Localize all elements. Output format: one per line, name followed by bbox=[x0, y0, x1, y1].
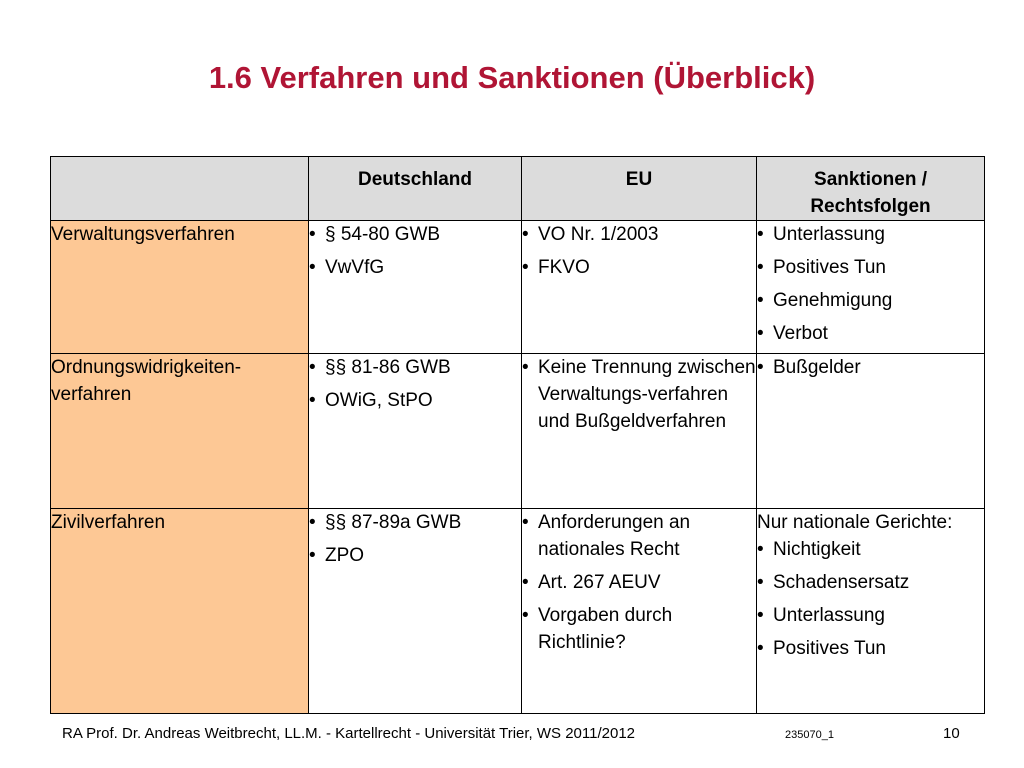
bullet-text: Nichtigkeit bbox=[773, 539, 861, 560]
bullet-item bbox=[757, 635, 984, 662]
table-row bbox=[51, 509, 985, 714]
bullet-item bbox=[522, 602, 756, 656]
bullet-item bbox=[309, 509, 521, 536]
bullet-dot: • bbox=[309, 512, 316, 533]
bullet-dot: • bbox=[757, 605, 764, 626]
bullet-dot: • bbox=[757, 323, 764, 344]
row-label-line: Zivilverfahren bbox=[51, 512, 166, 533]
sanktionen-intro: Nur nationale Gerichte: bbox=[757, 512, 953, 533]
cell-deutschland bbox=[309, 509, 522, 714]
bullet-text: Verbot bbox=[773, 323, 828, 344]
bullet-dot: • bbox=[522, 357, 529, 378]
bullet-dot: • bbox=[522, 572, 529, 593]
bullet-text: VwVfG bbox=[325, 257, 385, 278]
cell-eu bbox=[522, 221, 757, 354]
bullet-item bbox=[309, 387, 521, 414]
bullet-text: Anforderungen an nationales Recht bbox=[538, 512, 691, 560]
row-label-line: verfahren bbox=[51, 384, 132, 405]
bullet-dot: • bbox=[757, 357, 764, 378]
overview-table bbox=[50, 156, 985, 714]
bullet-item bbox=[309, 221, 521, 248]
bullet-dot: • bbox=[309, 390, 316, 411]
bullet-item bbox=[757, 221, 984, 248]
row-label bbox=[51, 221, 309, 354]
row-label bbox=[51, 354, 309, 509]
page-number: 10 bbox=[943, 725, 960, 742]
bullet-text: Positives Tun bbox=[773, 638, 886, 659]
bullet-dot: • bbox=[309, 224, 316, 245]
row-label bbox=[51, 509, 309, 714]
cell-deutschland bbox=[309, 221, 522, 354]
bullet-text: Unterlassung bbox=[773, 605, 885, 626]
cell-deutschland bbox=[309, 354, 522, 509]
bullet-text: Bußgelder bbox=[773, 357, 861, 378]
bullet-dot: • bbox=[757, 257, 764, 278]
bullet-dot: • bbox=[757, 572, 764, 593]
row-label-line: Verwaltungsverfahren bbox=[51, 224, 235, 245]
bullet-dot: • bbox=[757, 539, 764, 560]
bullet-text: § 54-80 GWB bbox=[325, 224, 441, 245]
header-sanktionen bbox=[757, 157, 985, 221]
bullet-item bbox=[309, 254, 521, 281]
footer-code: 235070_1 bbox=[785, 729, 834, 741]
bullet-dot: • bbox=[757, 290, 764, 311]
slide-title: 1.6 Verfahren und Sanktionen (Überblick) bbox=[208, 60, 816, 95]
bullet-item bbox=[757, 354, 984, 381]
bullet-text: Positives Tun bbox=[773, 257, 886, 278]
footer bbox=[0, 725, 1024, 745]
bullet-dot: • bbox=[309, 545, 316, 566]
bullet-item bbox=[522, 569, 756, 596]
bullet-text: Art. 267 AEUV bbox=[538, 572, 661, 593]
bullet-dot: • bbox=[309, 257, 316, 278]
header-sanktionen-line2: Rechtsfolgen bbox=[810, 196, 931, 217]
bullet-dot: • bbox=[522, 257, 529, 278]
bullet-item bbox=[522, 221, 756, 248]
table-row bbox=[51, 354, 985, 509]
row-label-line: Ordnungswidrigkeiten- bbox=[51, 357, 242, 378]
bullet-item bbox=[522, 254, 756, 281]
bullet-text: Keine Trennung zwischen Verwaltungs-verfahren und Bußgeldverfahren bbox=[538, 357, 756, 432]
bullet-dot: • bbox=[757, 638, 764, 659]
bullet-text: OWiG, StPO bbox=[325, 390, 433, 411]
cell-eu bbox=[522, 354, 757, 509]
cell-sanktionen bbox=[757, 221, 985, 354]
footer-author: RA Prof. Dr. Andreas Weitbrecht, LL.M. - Kartellrecht - Universität Trier, WS 2011/2012 bbox=[62, 725, 636, 742]
bullet-text: FKVO bbox=[538, 257, 590, 278]
bullet-item bbox=[757, 254, 984, 281]
bullet-text: Schadensersatz bbox=[773, 572, 910, 593]
header-deutschland: Deutschland bbox=[309, 157, 522, 221]
bullet-text: §§ 81-86 GWB bbox=[325, 357, 451, 378]
bullet-dot: • bbox=[757, 224, 764, 245]
bullet-item bbox=[757, 602, 984, 629]
table-row bbox=[51, 221, 985, 354]
bullet-item bbox=[522, 354, 756, 435]
bullet-item bbox=[309, 542, 521, 569]
header-sanktionen-line1: Sanktionen / bbox=[814, 169, 927, 190]
bullet-dot: • bbox=[522, 605, 529, 626]
cell-eu bbox=[522, 509, 757, 714]
bullet-text: Genehmigung bbox=[773, 290, 893, 311]
bullet-item bbox=[309, 354, 521, 381]
header-blank bbox=[51, 157, 309, 221]
bullet-dot: • bbox=[522, 224, 529, 245]
bullet-dot: • bbox=[522, 512, 529, 533]
bullet-item bbox=[757, 320, 984, 347]
bullet-text: VO Nr. 1/2003 bbox=[538, 224, 659, 245]
table-header-row bbox=[51, 157, 985, 221]
cell-sanktionen bbox=[757, 509, 985, 714]
cell-sanktionen bbox=[757, 354, 985, 509]
bullet-text: §§ 87-89a GWB bbox=[325, 512, 462, 533]
bullet-item bbox=[757, 287, 984, 314]
bullet-dot: • bbox=[309, 357, 316, 378]
bullet-text: Unterlassung bbox=[773, 224, 885, 245]
bullet-text: ZPO bbox=[325, 545, 365, 566]
bullet-text: Vorgaben durch Richtlinie? bbox=[538, 605, 673, 653]
bullet-item bbox=[757, 536, 984, 563]
header-eu: EU bbox=[522, 157, 757, 221]
bullet-item bbox=[757, 569, 984, 596]
bullet-item bbox=[522, 509, 756, 563]
